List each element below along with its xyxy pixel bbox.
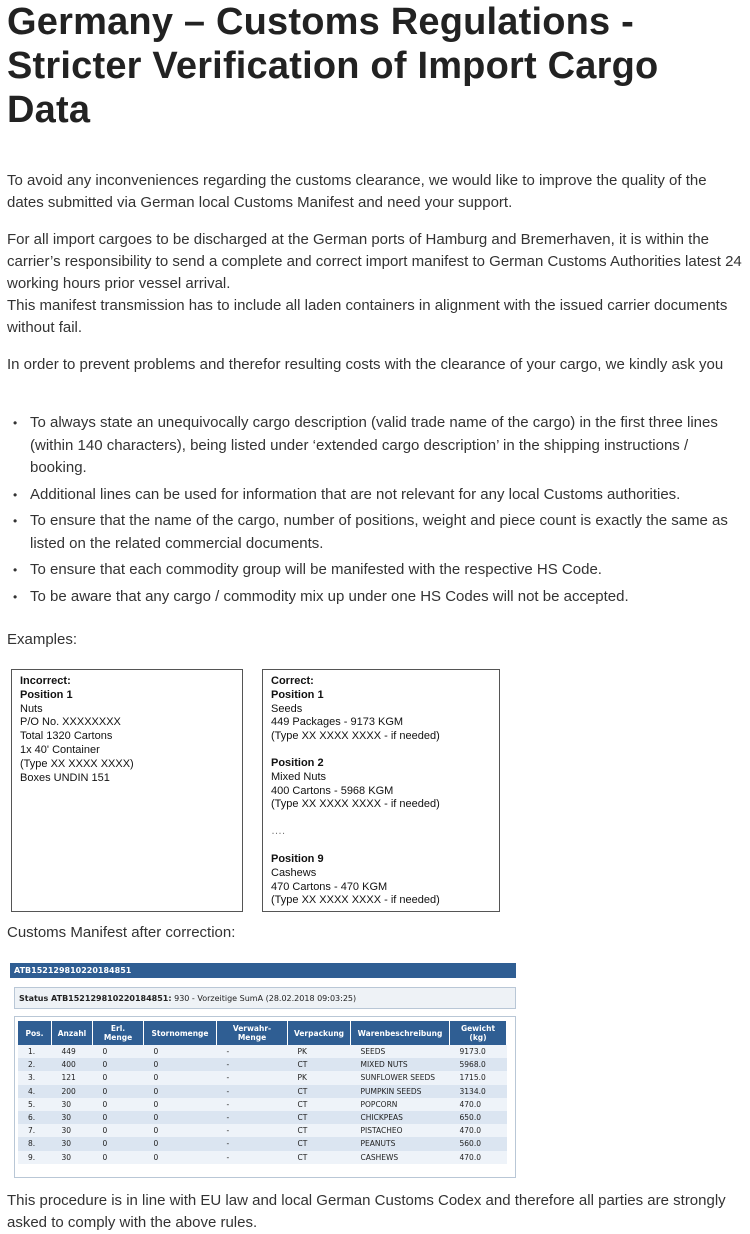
requirements-list — [7, 412, 742, 612]
table-cell: CHICKPEAS — [351, 1111, 450, 1124]
correct-heading: Correct: — [271, 675, 314, 687]
table-cell: CT — [288, 1098, 351, 1111]
list-item: • To ensure that the name of the cargo, number of positions, weight and piece count is exactly the same as listed on the related commercial documents. — [13, 512, 728, 552]
table-row — [18, 1151, 507, 1164]
table-cell: - — [217, 1111, 288, 1124]
table-cell: PUMPKIN SEEDS — [351, 1085, 450, 1098]
table-cell: CT — [288, 1111, 351, 1124]
table-cell: 30 — [52, 1098, 93, 1111]
table-cell: 5. — [18, 1098, 52, 1111]
column-header: Pos. — [18, 1021, 52, 1045]
list-item: • To always state an unequivocally cargo description (valid trade name of the cargo) in the first three lines (within 140 characters), being listed under ‘extended cargo description’ in the shipping instructions / booking. — [13, 414, 718, 476]
table-cell: PK — [288, 1045, 351, 1058]
table-cell: 0 — [93, 1151, 144, 1164]
table-row — [18, 1058, 507, 1071]
table-cell: SUNFLOWER SEEDS — [351, 1071, 450, 1084]
table-cell: - — [217, 1151, 288, 1164]
bullet-icon: • — [13, 487, 18, 502]
column-header: Stornomenge — [144, 1021, 217, 1045]
table-cell: POPCORN — [351, 1098, 450, 1111]
correct-example-box: Correct: Position 1 Seeds 449 Packages - 9173 KGM (Type XX XXXX XXXX - if needed) Position 2 Mixed Nuts 400 Cartons - 5968 KGM (Type XX XXXX XXXX - if needed) …. Position 9 Cashews 470 Cartons - 470 KGM (Type XX XXXX XXXX - if needed) — [262, 669, 500, 912]
table-cell: 30 — [52, 1111, 93, 1124]
table-cell: 650.0 — [450, 1111, 507, 1124]
table-cell: 400 — [52, 1058, 93, 1071]
table-cell: 470.0 — [450, 1151, 507, 1164]
table-cell: 470.0 — [450, 1124, 507, 1137]
table-cell: CT — [288, 1124, 351, 1137]
ellipsis: …. — [271, 825, 286, 838]
manifest-label: Customs Manifest after correction: — [7, 924, 236, 941]
table-cell: CT — [288, 1137, 351, 1150]
table-cell: 0 — [93, 1071, 144, 1084]
table-cell: 30 — [52, 1151, 93, 1164]
table-row — [18, 1137, 507, 1150]
table-cell: 30 — [52, 1124, 93, 1137]
request-paragraph: In order to prevent problems and therefor resulting costs with the clearance of your cargo, we kindly ask you — [7, 356, 724, 373]
responsibility-paragraph — [7, 229, 742, 339]
table-cell: 5968.0 — [450, 1058, 507, 1071]
examples-label: Examples: — [7, 631, 78, 648]
table-cell: 0 — [144, 1111, 217, 1124]
table-cell: 560.0 — [450, 1137, 507, 1150]
table-row — [18, 1045, 507, 1058]
responsibility-text: For all import cargoes to be discharged at the German ports of Hamburg and Bremerhaven, it is within the carrier’s responsibility to send a complete and correct import manifest to German Customs Authorities latest 24 working hours prior vessel arrival. — [7, 231, 742, 292]
table-cell: - — [217, 1137, 288, 1150]
table-cell: 0 — [144, 1058, 217, 1071]
incorrect-heading: Incorrect: — [20, 675, 71, 687]
table-cell: 0 — [93, 1045, 144, 1058]
table-cell: 9. — [18, 1151, 52, 1164]
table-cell: 30 — [52, 1137, 93, 1150]
table-cell: CT — [288, 1058, 351, 1071]
table-cell: PISTACHEO — [351, 1124, 450, 1137]
manifest-status: Status ATB152129810220184851: 930 - Vorzeitige SumA (28.02.2018 09:03:25) — [14, 987, 516, 1009]
table-row — [18, 1085, 507, 1098]
table-cell: - — [217, 1098, 288, 1111]
table-cell: CT — [288, 1151, 351, 1164]
column-header: Verpackung — [288, 1021, 351, 1045]
table-cell: - — [217, 1058, 288, 1071]
table-row — [18, 1071, 507, 1084]
table-cell: PEANUTS — [351, 1137, 450, 1150]
table-cell: MIXED NUTS — [351, 1058, 450, 1071]
table-cell: 4. — [18, 1085, 52, 1098]
table-cell: 0 — [93, 1098, 144, 1111]
table-cell: 0 — [144, 1137, 217, 1150]
table-cell: - — [217, 1071, 288, 1084]
table-cell: 200 — [52, 1085, 93, 1098]
table-cell: 0 — [144, 1085, 217, 1098]
table-cell: 121 — [52, 1071, 93, 1084]
table-cell: - — [217, 1085, 288, 1098]
correct-position-2: Position 2 — [271, 756, 324, 769]
table-cell: 0 — [144, 1151, 217, 1164]
table-header-row — [18, 1021, 507, 1045]
manifest-title-bar: ATB152129810220184851 — [10, 963, 516, 978]
column-header: Gewicht (kg) — [450, 1021, 507, 1045]
incorrect-example-box: Incorrect: Position 1 Nuts P/O No. XXXXXXXX Total 1320 Cartons 1x 40' Container (Type XX XXXX XXXX) Boxes UNDIN 151 — [11, 669, 243, 912]
list-item: • To be aware that any cargo / commodity mix up under one HS Codes will not be accepted. — [7, 586, 742, 609]
column-header: Anzahl — [52, 1021, 93, 1045]
table-row — [18, 1111, 507, 1124]
correct-position-9: Position 9 — [271, 852, 324, 865]
table-cell: - — [217, 1124, 288, 1137]
table-cell: 1715.0 — [450, 1071, 507, 1084]
correct-position-1: Position 1 — [271, 688, 324, 701]
closing-paragraph: This procedure is in line with EU law and local German Customs Codex and therefore all parties are strongly asked to comply with the above rules. — [7, 1192, 726, 1231]
column-header: Warenbeschreibung — [351, 1021, 450, 1045]
incorrect-position: Position 1 — [20, 688, 73, 701]
table-cell: 7. — [18, 1124, 52, 1137]
column-header: Verwahr-Menge — [217, 1021, 288, 1045]
table-cell: 2. — [18, 1058, 52, 1071]
table-cell: CASHEWS — [351, 1151, 450, 1164]
page-title: Germany – Customs Regulations - Stricter Verification of Import Cargo Data — [7, 1, 659, 131]
table-row — [18, 1124, 507, 1137]
list-item: • Additional lines can be used for information that are not relevant for any local Customs authorities. — [7, 484, 742, 507]
transmission-text: This manifest transmission has to include all laden containers in alignment with the issued carrier documents without fail. — [7, 297, 728, 336]
table-cell: 3134.0 — [450, 1085, 507, 1098]
table-cell: PK — [288, 1071, 351, 1084]
table-cell: 0 — [93, 1124, 144, 1137]
column-header: Erl. Menge — [93, 1021, 144, 1045]
list-item: • To ensure that each commodity group will be manifested with the respective HS Code. — [7, 559, 742, 582]
table-cell: 449 — [52, 1045, 93, 1058]
table-cell: 0 — [144, 1071, 217, 1084]
table-cell: 6. — [18, 1111, 52, 1124]
table-cell: 0 — [93, 1137, 144, 1150]
table-cell: 470.0 — [450, 1098, 507, 1111]
bullet-icon: • — [13, 589, 18, 604]
table-cell: 0 — [144, 1045, 217, 1058]
bullet-icon: • — [13, 514, 18, 528]
table-row — [18, 1098, 507, 1111]
table-cell: 9173.0 — [450, 1045, 507, 1058]
table-cell: 0 — [144, 1098, 217, 1111]
table-cell: - — [217, 1045, 288, 1058]
table-cell: 1. — [18, 1045, 52, 1058]
table-cell: 8. — [18, 1137, 52, 1150]
table-cell: 0 — [93, 1058, 144, 1071]
table-cell: CT — [288, 1085, 351, 1098]
table-cell: 0 — [93, 1111, 144, 1124]
table-cell: 0 — [144, 1124, 217, 1137]
intro-paragraph: To avoid any inconveniences regarding the customs clearance, we would like to improve the quality of the dates submitted via German local Customs Manifest and need your support. — [7, 172, 707, 211]
customs-manifest — [10, 963, 516, 1180]
bullet-icon: • — [13, 416, 18, 430]
bullet-icon: • — [13, 563, 18, 577]
table-cell: 0 — [93, 1085, 144, 1098]
manifest-table — [18, 1021, 507, 1164]
table-cell: 3. — [18, 1071, 52, 1084]
table-cell: SEEDS — [351, 1045, 450, 1058]
